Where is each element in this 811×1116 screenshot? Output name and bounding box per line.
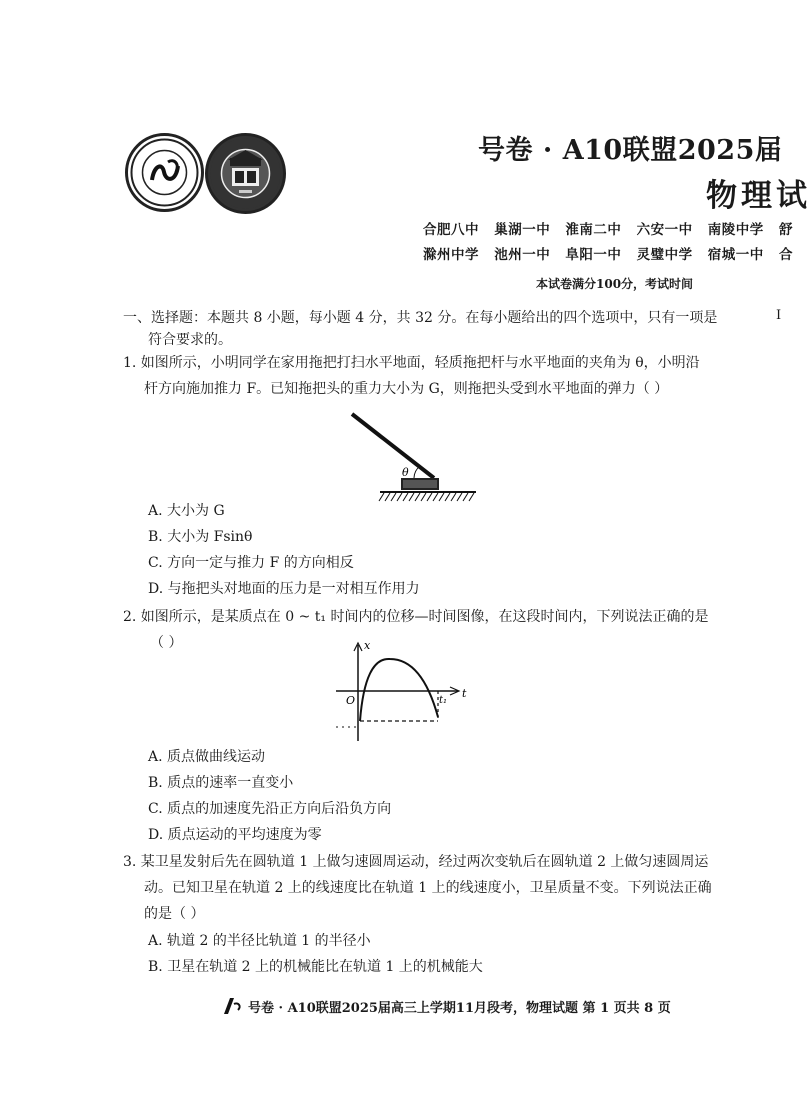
question-3-line3: 的是（ ） — [144, 906, 205, 922]
origin-label: O — [346, 694, 356, 707]
section-heading-line1: 一、选择题：本题共 8 小题，每小题 4 分，共 32 分。在每小题给出的四个选项中，只有一项是 — [123, 310, 718, 326]
exam-note: 本试卷满分100分，考试时间 — [536, 277, 694, 291]
displacement-time-graph — [330, 637, 480, 745]
question-3-line2: 动。已知卫星在轨道 2 上的线速度比在轨道 1 上的线速度小，卫星质量不变。下列说法正确 — [144, 880, 712, 896]
exam-subject-title: 物理试 — [706, 178, 811, 214]
brand-mark-icon — [218, 996, 244, 1016]
q1-option-a: A. 大小为 G — [148, 503, 225, 519]
q2-option-b: B. 质点的速率一直变小 — [148, 775, 294, 791]
q3-option-b: B. 卫星在轨道 2 上的机械能比在轨道 1 上的机械能大 — [148, 959, 483, 975]
exam-title: 号卷 · A10联盟2025届 — [478, 135, 783, 166]
q2-option-a: A. 质点做曲线运动 — [148, 749, 266, 765]
angle-label: θ — [402, 466, 409, 479]
question-3-line1: 3. 某卫星发射后先在圆轨道 1 上做匀速圆周运动，经过两次变轨后在圆轨道 2 上做匀速圆周运 — [123, 854, 709, 870]
edge-mark: I — [776, 308, 782, 323]
mop-figure — [348, 410, 480, 506]
section-heading-line2: 符合要求的。 — [148, 332, 232, 348]
y-axis-label: x — [364, 639, 371, 652]
q2-option-c: C. 质点的加速度先沿正方向后沿负方向 — [148, 801, 392, 817]
footer-text: 号卷 · A10联盟2025届高三上学期11月段考，物理试题 第 1 页共 8 页 — [248, 1001, 671, 1016]
question-1-line1: 1. 如图所示，小明同学在家用拖把打扫水平地面，轻质拖把杆与水平地面的夹角为 θ，小明沿 — [123, 355, 700, 371]
q2-option-d: D. 质点运动的平均速度为零 — [148, 827, 322, 843]
alliance-logo — [125, 133, 204, 212]
q1-option-c: C. 方向一定与推力 F 的方向相反 — [148, 555, 354, 571]
question-2-line1: 2. 如图所示，是某质点在 0 ~ t₁ 时间内的位移—时间图像，在这段时间内，下列说法正确的是 — [123, 609, 709, 625]
q1-option-d: D. 与拖把头对地面的压力是一对相互作用力 — [148, 581, 420, 597]
school-list-line2: 滁州中学 池州一中 阜阳一中 灵璧中学 宿城一中 合 — [423, 247, 793, 263]
x-axis-label: t — [462, 687, 467, 700]
wanzhi-education-logo — [205, 133, 286, 214]
q3-option-a: A. 轨道 2 的半径比轨道 1 的半径小 — [148, 933, 371, 949]
school-list-line1: 合肥八中 巢湖一中 淮南二中 六安一中 南陵中学 舒 — [423, 222, 793, 238]
question-1-line2: 杆方向施加推力 F。已知拖把头的重力大小为 G，则拖把头受到水平地面的弹力（ ） — [144, 381, 669, 397]
t1-label: t₁ — [439, 695, 448, 706]
q1-option-b: B. 大小为 Fsinθ — [148, 529, 253, 545]
question-2-line2: （ ） — [150, 635, 183, 651]
